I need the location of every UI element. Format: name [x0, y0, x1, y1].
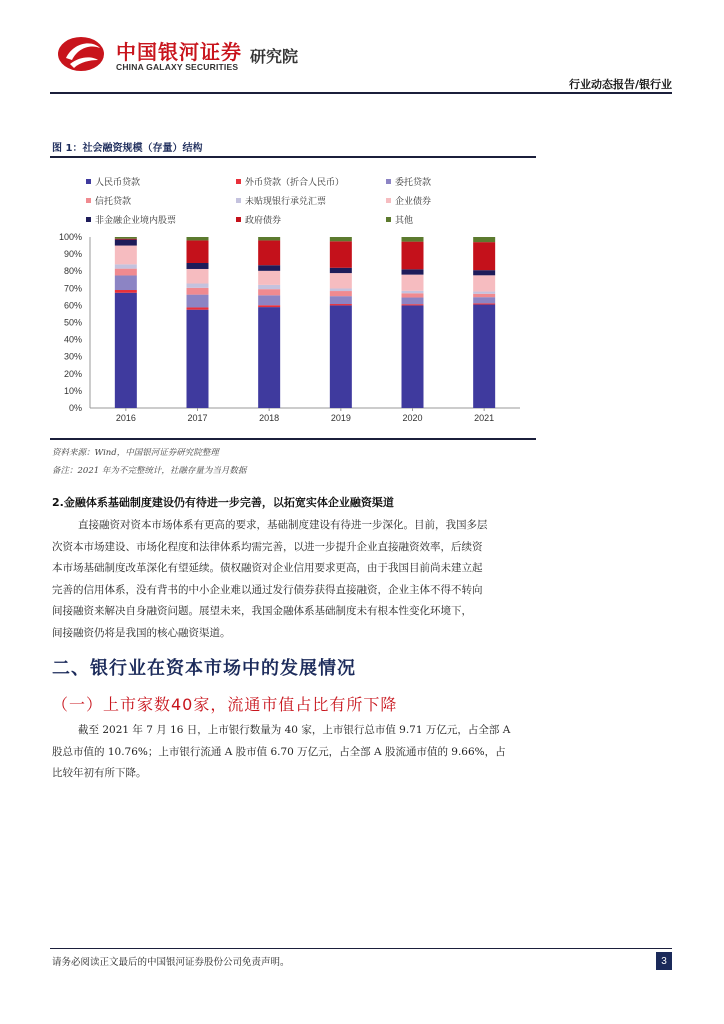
- bar-segment: [402, 237, 424, 242]
- legend-item: [236, 194, 326, 207]
- x-tick-label: 2019: [330, 413, 351, 423]
- paragraph-line: 股总市值的 10.76%；上市银行流通 A 股市值 6.70 万亿元，占全部 A 股流通市值的 9.66%，占: [52, 745, 506, 758]
- y-tick-label: 40%: [63, 334, 82, 345]
- report-type: 行业动态报告/银行业: [568, 78, 672, 91]
- legend-swatch: [386, 217, 391, 222]
- bar-segment: [402, 293, 424, 297]
- bar-segment: [330, 304, 352, 305]
- bar-segment: [115, 264, 137, 268]
- paragraph-listed-banks: [52, 720, 672, 785]
- paragraph-line: 间接融资来解决自身融资问题。展望未来，我国金融体系基础制度未有根本性变化环境下，: [52, 605, 472, 617]
- legend-swatch: [386, 179, 391, 184]
- bar-segment: [258, 265, 280, 271]
- y-tick-label: 80%: [63, 266, 82, 277]
- paragraph-direct-financing: [52, 515, 672, 644]
- bar-segment: [187, 263, 209, 269]
- legend-swatch: [386, 198, 391, 203]
- bar-segment: [402, 269, 424, 274]
- figure-bottom-rule: [50, 438, 536, 440]
- legend-label: 非金融企业境内股票: [95, 216, 177, 226]
- paragraph-line: 次资本市场建设、市场化程度和法律体系均需完善，以进一步提升企业直接融资效率，后续资: [52, 540, 483, 553]
- legend-item: [236, 213, 281, 226]
- y-tick-label: 60%: [63, 300, 82, 311]
- bar-segment: [473, 275, 495, 291]
- bar-segment: [187, 237, 209, 240]
- bar-segment: [402, 275, 424, 291]
- bar-segment: [473, 303, 495, 304]
- y-tick-label: 50%: [63, 317, 82, 328]
- logo-department: 研究院: [250, 47, 299, 66]
- bar-segment: [402, 242, 424, 270]
- y-tick-label: 0%: [68, 403, 82, 413]
- bar-segment: [258, 289, 280, 295]
- bar-segment: [258, 307, 280, 408]
- bar-segment: [402, 305, 424, 408]
- x-tick-label: 2018: [259, 413, 280, 423]
- bar-segment: [473, 237, 495, 242]
- bar-segment: [258, 285, 280, 289]
- paragraph-line: 间接融资仍将是我国的核心融资渠道。: [52, 626, 231, 639]
- page-number: 3: [656, 952, 672, 970]
- x-tick-label: 2020: [402, 413, 423, 423]
- legend-item: [86, 213, 176, 226]
- bar-segment: [473, 294, 495, 297]
- bar-segment: [330, 273, 352, 288]
- bar-segment: [330, 296, 352, 304]
- bar-segment: [330, 241, 352, 268]
- footer-rule: [50, 948, 672, 949]
- legend-item: [386, 213, 413, 226]
- section-heading: 二、银行业在资本市场中的发展情况: [52, 658, 356, 679]
- bar-segment: [258, 305, 280, 307]
- stacked-bar-chart: [50, 228, 536, 428]
- y-tick-label: 20%: [63, 368, 82, 379]
- bar-segment: [115, 293, 137, 408]
- bar-segment: [402, 291, 424, 293]
- legend-swatch: [86, 217, 91, 222]
- legend-item: [86, 175, 140, 188]
- bar-segment: [115, 275, 137, 290]
- bar-segment: [187, 269, 209, 284]
- bar-segment: [115, 246, 137, 265]
- bar-segment: [187, 310, 209, 408]
- figure-top-rule: [50, 156, 536, 158]
- figure-title: 图 1：社会融资规模（存量）结构: [52, 143, 203, 154]
- legend-item: [386, 175, 431, 188]
- legend-label: 人民币贷款: [95, 178, 141, 188]
- bar-segment: [187, 284, 209, 288]
- x-tick-label: 2016: [115, 413, 136, 423]
- legend-swatch: [236, 198, 241, 203]
- legend-label: 其他: [395, 216, 414, 226]
- bar-segment: [473, 270, 495, 275]
- chart-legend: [86, 175, 506, 229]
- paragraph-line: 直接融资对资本市场体系有更高的要求，基础制度建设有待进一步深化。目前，我国多层: [78, 519, 488, 531]
- legend-swatch: [86, 198, 91, 203]
- paragraph-line: 本市场基础制度改革深化有望延续。债权融资对企业信用要求更高，由于我国目前尚未建立起: [52, 562, 483, 574]
- bar-segment: [115, 290, 137, 293]
- legend-label: 外币贷款（折合人民币）: [245, 178, 345, 188]
- legend-item: [86, 194, 131, 207]
- paragraph-line: 完善的信用体系，没有背书的中小企业难以通过发行债券获得直接融资，企业主体不得不转向: [52, 583, 483, 596]
- y-tick-label: 100%: [58, 232, 82, 242]
- footer-disclaimer: 请务必阅读正文最后的中国银河证券股份公司免责声明。: [52, 957, 290, 968]
- y-tick-label: 30%: [63, 351, 82, 362]
- bar-segment: [187, 240, 209, 263]
- figure-note: 备注：2021 年为不完整统计，社融存量为当月数据: [52, 466, 247, 476]
- bar-segment: [473, 292, 495, 294]
- paragraph-line: 比较年初有所下降。: [52, 767, 147, 779]
- bar-segment: [258, 237, 280, 240]
- subsection-heading-red: （一）上市家数40家，流通市值占比有所下降: [52, 695, 398, 714]
- y-tick-label: 90%: [63, 249, 82, 260]
- bar-segment: [115, 239, 137, 240]
- x-tick-label: 2017: [187, 413, 208, 423]
- logo-chinese-name: 中国银河证券: [116, 40, 242, 64]
- bar-segment: [330, 305, 352, 408]
- legend-item: [386, 194, 431, 207]
- legend-label: 企业债券: [395, 197, 432, 207]
- header-rule: [50, 92, 672, 94]
- legend-swatch: [236, 179, 241, 184]
- legend-label: 未贴现银行承兑汇票: [245, 197, 327, 207]
- subsection-heading: 2.金融体系基础制度建设仍有待进一步完善，以拓宽实体企业融资渠道: [52, 496, 394, 509]
- bar-segment: [330, 291, 352, 296]
- bar-segment: [187, 288, 209, 295]
- bar-segment: [473, 305, 495, 408]
- bar-segment: [330, 237, 352, 241]
- legend-label: 委托贷款: [395, 178, 432, 188]
- bar-segment: [115, 269, 137, 276]
- bar-segment: [258, 295, 280, 305]
- bar-segment: [473, 297, 495, 303]
- legend-swatch: [236, 217, 241, 222]
- logo-english-name: CHINA GALAXY SECURITIES: [116, 62, 239, 72]
- figure-source: 资料来源：Wind，中国银河证券研究院整理: [52, 448, 219, 458]
- bar-segment: [258, 271, 280, 285]
- bar-segment: [187, 295, 209, 308]
- y-tick-label: 70%: [63, 283, 82, 294]
- legend-label: 信托贷款: [95, 197, 132, 207]
- bar-segment: [402, 298, 424, 305]
- x-tick-label: 2021: [474, 413, 495, 423]
- legend-item: [236, 175, 344, 188]
- bar-segment: [330, 288, 352, 291]
- bar-segment: [258, 240, 280, 265]
- bar-segment: [473, 242, 495, 270]
- paragraph-line: 截至 2021 年 7 月 16 日，上市银行数量为 40 家，上市银行总市值 9.71 万亿元，占全部 A: [78, 724, 511, 736]
- bar-segment: [187, 307, 209, 309]
- bar-segment: [115, 240, 137, 246]
- legend-swatch: [86, 179, 91, 184]
- bar-segment: [115, 237, 137, 239]
- bar-segment: [402, 304, 424, 305]
- legend-label: 政府债券: [245, 216, 282, 226]
- galaxy-logo-icon: [56, 34, 108, 74]
- bar-segment: [330, 268, 352, 273]
- y-tick-label: 10%: [63, 385, 82, 396]
- company-logo: [56, 34, 108, 74]
